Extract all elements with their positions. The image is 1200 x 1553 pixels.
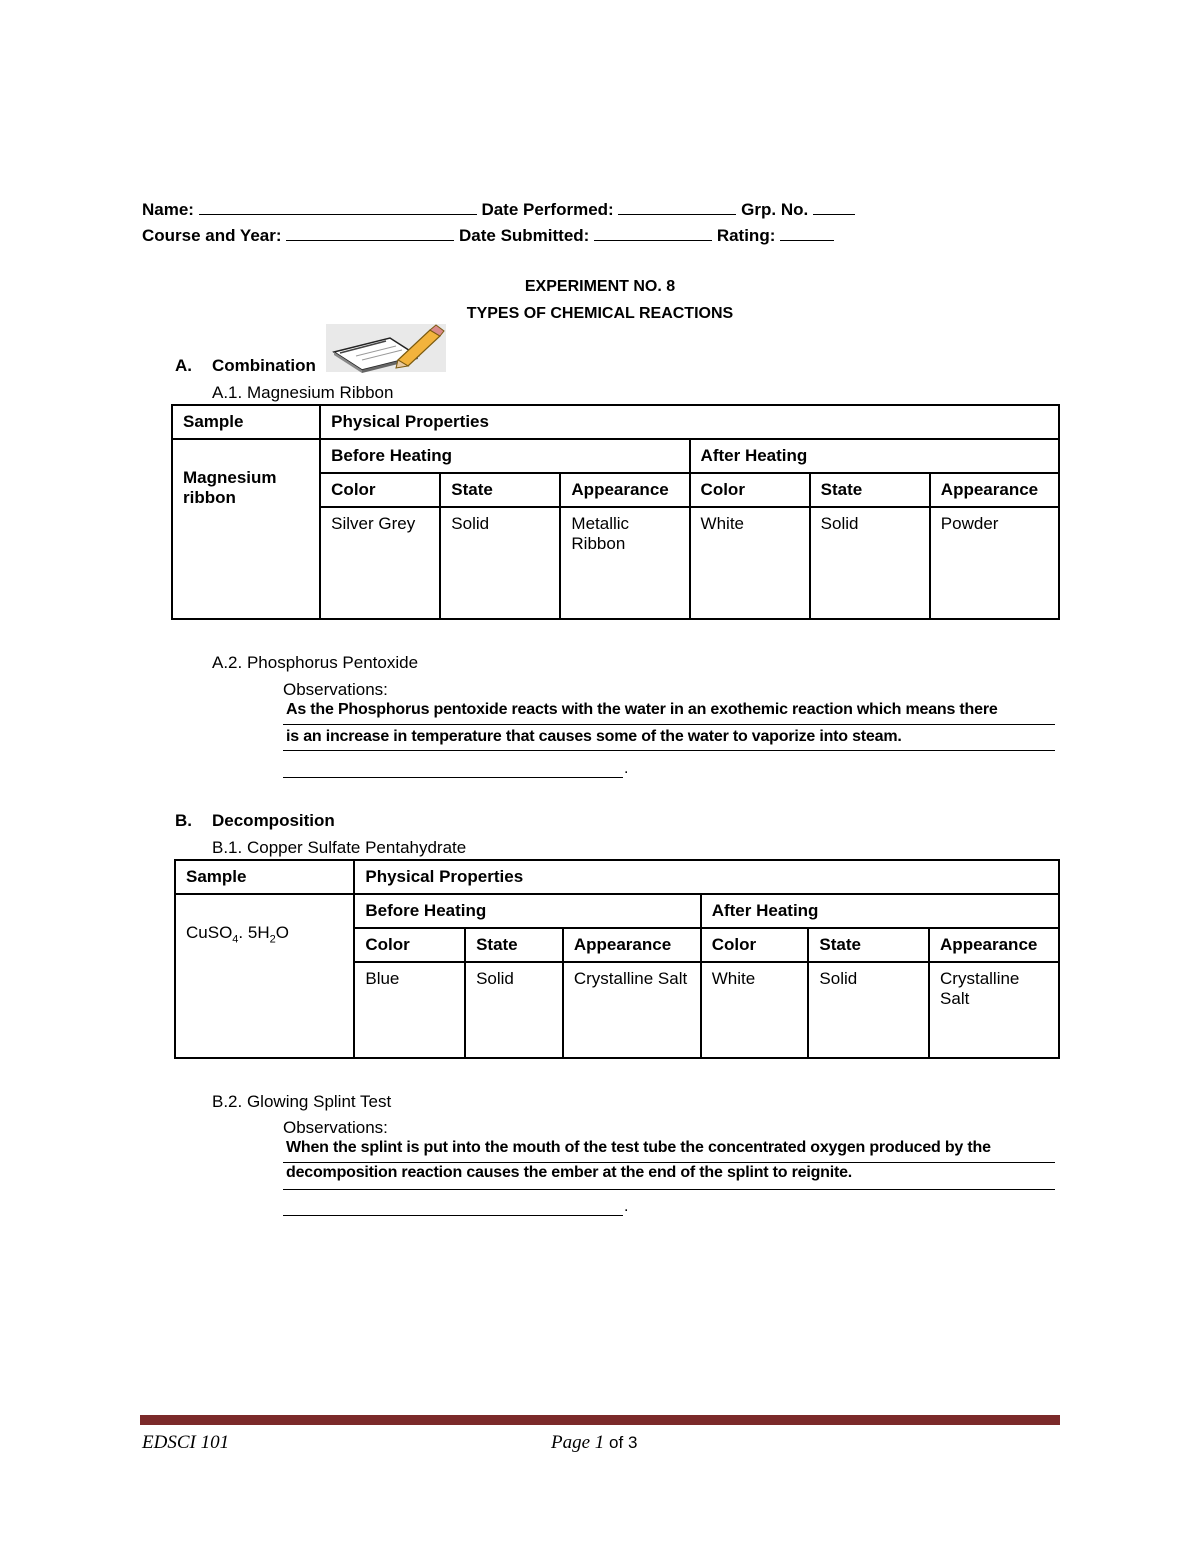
header-row-1	[142, 200, 855, 220]
header-row-2	[142, 226, 834, 246]
value-cell: Solid	[465, 962, 563, 1058]
date-performed-label: Date Performed:	[481, 200, 614, 219]
formula-part: O	[275, 923, 289, 942]
course-label: Course and Year:	[142, 226, 282, 245]
name-label: Name:	[142, 200, 194, 219]
b2-rule-3	[283, 1215, 623, 1216]
a1-title: A.1. Magnesium Ribbon	[212, 383, 394, 402]
footer-course-code: EDSCI 101	[142, 1432, 230, 1453]
a2-rule-3	[283, 777, 623, 778]
b2-observation-line-1: When the splint is put into the mouth of the test tube the concentrated oxygen produced by the	[286, 1139, 991, 1156]
column-header: State	[440, 473, 560, 507]
grp-label: Grp. No.	[741, 200, 809, 219]
b1-title: B.1. Copper Sulfate Pentahydrate	[212, 838, 467, 857]
a2-title: A.2. Phosphorus Pentoxide	[212, 653, 419, 672]
value-cell: Solid	[810, 507, 930, 619]
formula-subscript: 4	[232, 933, 239, 946]
column-header: Color	[354, 928, 465, 962]
b2-observation-line-2: decomposition reaction causes the ember at the end of the splint to reignite.	[286, 1164, 853, 1181]
name-field[interactable]	[199, 200, 477, 215]
grp-field[interactable]	[813, 200, 855, 215]
section-b-title: Decomposition	[212, 811, 335, 830]
value-cell: Blue	[354, 962, 465, 1058]
copper-sulfate-table	[174, 859, 1060, 1059]
formula-subscript: 2	[269, 933, 276, 946]
column-header: State	[810, 473, 930, 507]
a2-end-mark: .	[624, 760, 629, 777]
section-a-letter: A.	[175, 356, 192, 375]
a2-rule-1	[283, 724, 1055, 725]
column-header: Color	[690, 473, 810, 507]
before-heating-header: Before Heating	[320, 439, 689, 473]
course-field[interactable]	[286, 226, 454, 241]
column-header: Appearance	[560, 473, 689, 507]
column-header: Appearance	[930, 473, 1059, 507]
value-cell: White	[701, 962, 809, 1058]
a2-observations-label: Observations:	[283, 680, 388, 699]
before-heating-header: Before Heating	[354, 894, 700, 928]
table-header-sample: Sample	[175, 860, 354, 894]
b2-rule-2	[283, 1189, 1055, 1190]
rating-label: Rating:	[716, 226, 776, 245]
after-heating-header: After Heating	[690, 439, 1059, 473]
value-cell: Solid	[808, 962, 929, 1058]
page-current: 1	[594, 1432, 605, 1453]
table-header-sample: Sample	[172, 405, 320, 439]
sample-cell	[175, 894, 354, 1058]
a2-observation-line-1: As the Phosphorus pentoxide reacts with the water in an exothemic reaction which means there	[286, 701, 998, 718]
column-header: State	[465, 928, 563, 962]
magnesium-table	[171, 404, 1060, 620]
experiment-subtitle: TYPES OF CHEMICAL REACTIONS	[466, 305, 734, 322]
date-performed-field[interactable]	[618, 200, 736, 215]
date-submitted-label: Date Submitted:	[459, 226, 590, 245]
a2-observation-line-2: is an increase in temperature that causes some of the water to vaporize into steam.	[286, 728, 902, 745]
table-header-physical-properties: Physical Properties	[354, 860, 1059, 894]
b2-end-mark: .	[624, 1198, 629, 1215]
date-submitted-field[interactable]	[594, 226, 712, 241]
value-cell: White	[690, 507, 810, 619]
column-header: Color	[320, 473, 440, 507]
section-b-letter: B.	[175, 811, 192, 830]
value-cell: Crystalline Salt	[563, 962, 701, 1058]
footer-bar	[140, 1415, 1060, 1425]
column-header: Color	[701, 928, 809, 962]
column-header: Appearance	[563, 928, 701, 962]
column-header: State	[808, 928, 929, 962]
value-cell: Solid	[440, 507, 560, 619]
a2-rule-2	[283, 750, 1055, 751]
page-prefix: Page	[551, 1432, 591, 1453]
section-a-title: Combination	[212, 356, 316, 375]
value-cell: Crystalline Salt	[929, 962, 1059, 1058]
b2-observations-label: Observations:	[283, 1118, 388, 1137]
experiment-title: EXPERIMENT NO. 8	[524, 278, 676, 295]
formula-part: . 5H	[238, 923, 270, 942]
sample-cell: Magnesium ribbon	[172, 439, 320, 619]
footer-page-number	[551, 1432, 637, 1454]
value-cell: Powder	[930, 507, 1059, 619]
page-of: of 3	[609, 1433, 638, 1452]
column-header: Appearance	[929, 928, 1059, 962]
notepad-pencil-icon	[326, 322, 450, 374]
value-cell: Metallic Ribbon	[560, 507, 689, 619]
after-heating-header: After Heating	[701, 894, 1059, 928]
formula-part: CuSO	[186, 923, 233, 942]
value-cell: Silver Grey	[320, 507, 440, 619]
rating-field[interactable]	[780, 226, 834, 241]
b2-rule-1	[283, 1162, 1055, 1163]
b2-title: B.2. Glowing Splint Test	[212, 1092, 392, 1111]
table-header-physical-properties: Physical Properties	[320, 405, 1059, 439]
